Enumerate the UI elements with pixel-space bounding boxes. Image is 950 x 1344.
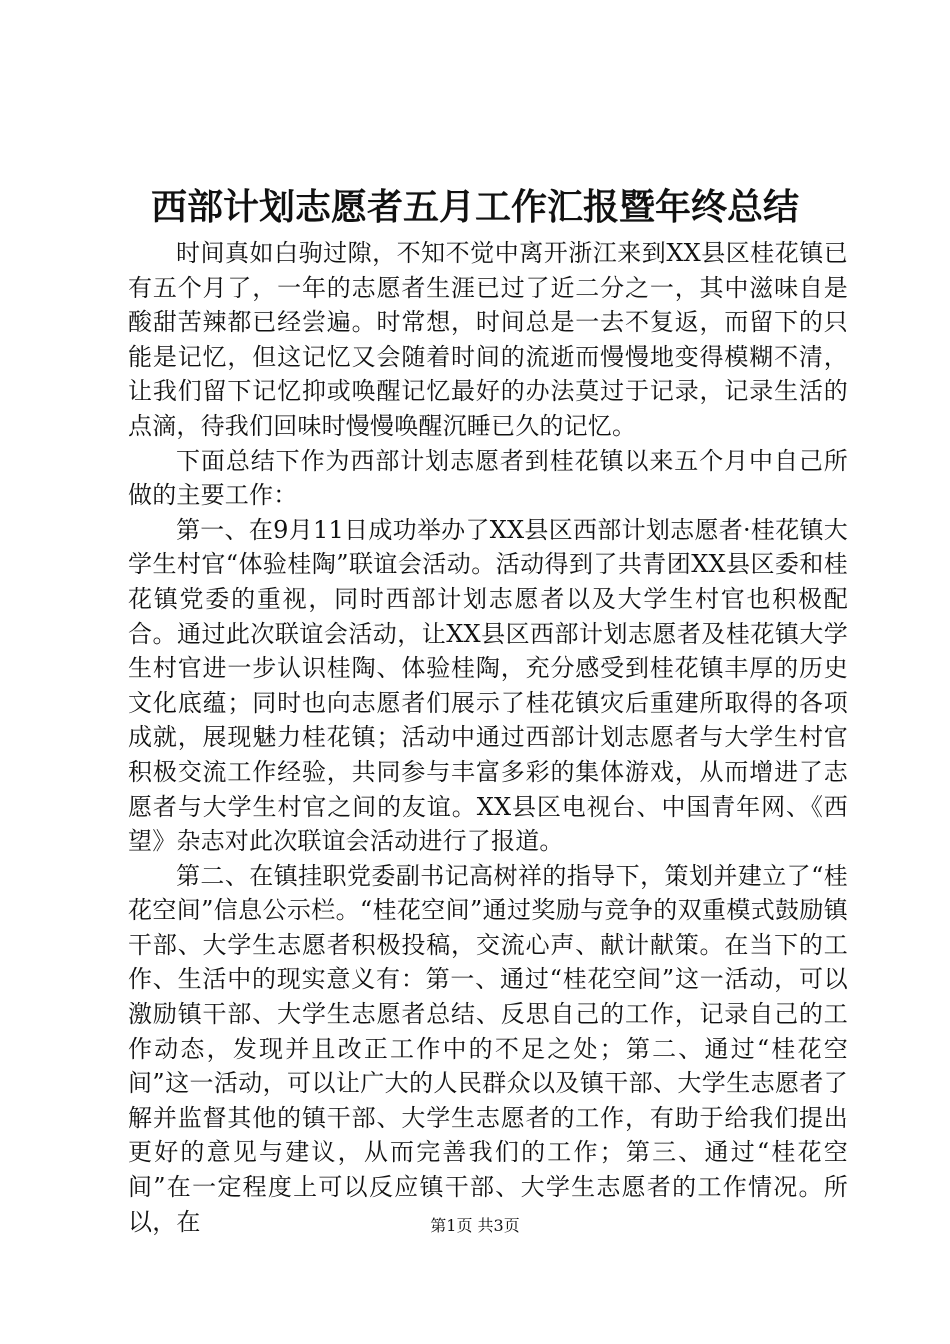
paragraph-second-item: 第二、在镇挂职党委副书记高树祥的指导下，策划并建立了“桂花空间”信息公示栏。“桂花空间”通过奖励与竞争的双重模式鼓励镇干部、大学生志愿者积极投稿，交流心声、献计献策。在当下的工作、生活中的现实意义有：第一、通过“桂花空间”这一活动，可以激励镇干部、大学生志愿者总结、反思自己的工作，记录自己的工作动态，发现并且改正工作中的不足之处；第二、通过“桂花空间”这一活动，可以让广大的人民群众以及镇干部、大学生志愿者了解并监督其他的镇干部、大学生志愿者的工作，有助于给我们提出更好的意见与建议，从而完善我们的工作；第三、通过“桂花空间”在一定程度上可以反应镇干部、大学生志愿者的工作情况。所以，在 bbox=[128, 861, 848, 1236]
paragraph-first-item: 第一、在9月11日成功举办了XX县区西部计划志愿者·桂花镇大学生村官“体验桂陶”联谊会活动。活动得到了共青团XX县区委和桂花镇党委的重视，同时西部计划志愿者以及大学生村官也积极配合。通过此次联谊会活动，让XX县区西部计划志愿者及桂花镇大学生村官进一步认识桂陶、体验桂陶，充分感受到桂花镇丰厚的历史文化底蕴；同时也向志愿者们展示了桂花镇灾后重建所取得的各项成就，展现魅力桂花镇；活动中通过西部计划志愿者与大学生村官积极交流工作经验，共同参与丰富多彩的集体游戏，从而增进了志愿者与大学生村官之间的友谊。XX县区电视台、中国青年网、《西望》杂志对此次联谊会活动进行了报道。 bbox=[128, 515, 848, 856]
paragraph-intro: 时间真如白驹过隙，不知不觉中离开浙江来到XX县区桂花镇已有五个月了，一年的志愿者生涯已过了近二分之一，其中滋味自是酸甜苦辣都已经尝遍。时常想，时间总是一去不复返，而留下的只能是记忆，但这记忆又会随着时间的流逝而慢慢地变得模糊不清，让我们留下记忆抑或唤醒记忆最好的办法莫过于记录，记录生活的点滴，待我们回味时慢慢唤醒沉睡已久的记忆。 bbox=[128, 239, 848, 440]
document-body bbox=[128, 236, 848, 1239]
page-number-footer: 第1页 共3页 bbox=[430, 1216, 520, 1235]
paragraph-summary-lead: 下面总结下作为西部计划志愿者到桂花镇以来五个月中自己所做的主要工作： bbox=[128, 446, 848, 510]
document-title: 西部计划志愿者五月工作汇报暨年终总结 bbox=[150, 186, 799, 228]
